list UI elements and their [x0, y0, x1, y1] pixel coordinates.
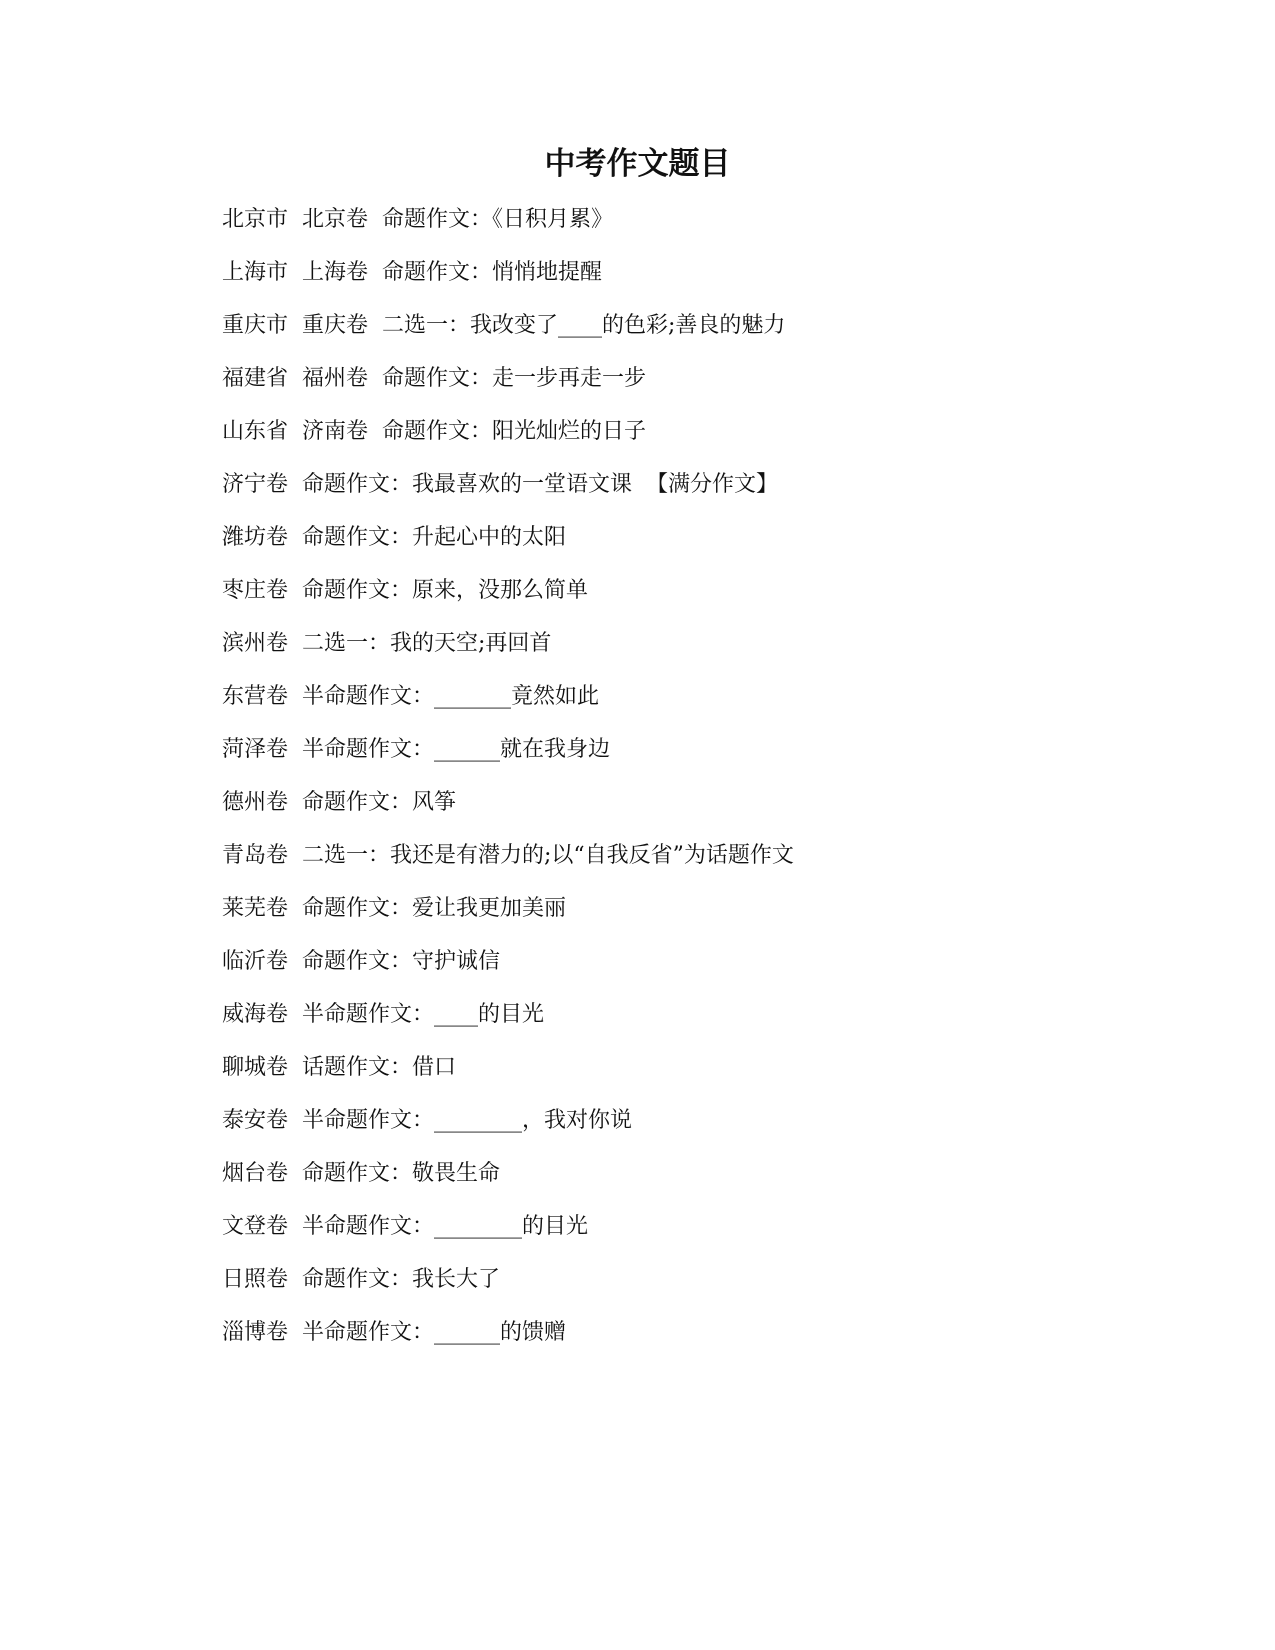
list-item: 日照卷 命题作文：我长大了 — [222, 1267, 500, 1292]
list-item: 莱芜卷 命题作文：爱让我更加美丽 — [222, 896, 566, 921]
list-item: 烟台卷 命题作文：敬畏生命 — [222, 1161, 500, 1186]
list-item: 德州卷 命题作文：风筝 — [222, 790, 456, 815]
page-title: 中考作文题目 — [544, 146, 731, 182]
list-item: 北京市 北京卷 命题作文：《日积月累》 — [222, 207, 613, 232]
list-item: 枣庄卷 命题作文：原来，没那么简单 — [222, 578, 588, 603]
list-item: 上海市 上海卷 命题作文：悄悄地提醒 — [222, 260, 602, 285]
topic-list — [222, 205, 1122, 1371]
list-item: 重庆市 重庆卷 二选一：我改变了____的色彩;善良的魅力 — [222, 313, 786, 338]
list-item: 潍坊卷 命题作文：升起心中的太阳 — [222, 525, 566, 550]
list-item: 东营卷 半命题作文：_______竟然如此 — [222, 684, 599, 709]
list-item: 淄博卷 半命题作文：______的馈赠 — [222, 1320, 566, 1345]
list-item: 青岛卷 二选一：我还是有潜力的;以“自我反省”为话题作文 — [222, 843, 794, 868]
list-item: 聊城卷 话题作文：借口 — [222, 1055, 456, 1080]
list-item: 福建省 福州卷 命题作文：走一步再走一步 — [222, 366, 646, 391]
list-item: 菏泽卷 半命题作文：______就在我身边 — [222, 737, 610, 762]
list-item: 山东省 济南卷 命题作文：阳光灿烂的日子 — [222, 419, 646, 444]
list-item: 临沂卷 命题作文：守护诚信 — [222, 949, 500, 974]
list-item: 文登卷 半命题作文：________的目光 — [222, 1214, 588, 1239]
list-item: 滨州卷 二选一：我的天空;再回首 — [222, 631, 552, 656]
list-item: 济宁卷 命题作文：我最喜欢的一堂语文课 【满分作文】 — [222, 472, 778, 497]
list-item: 威海卷 半命题作文：____的目光 — [222, 1002, 544, 1027]
list-item: 泰安卷 半命题作文：________，我对你说 — [222, 1108, 632, 1133]
